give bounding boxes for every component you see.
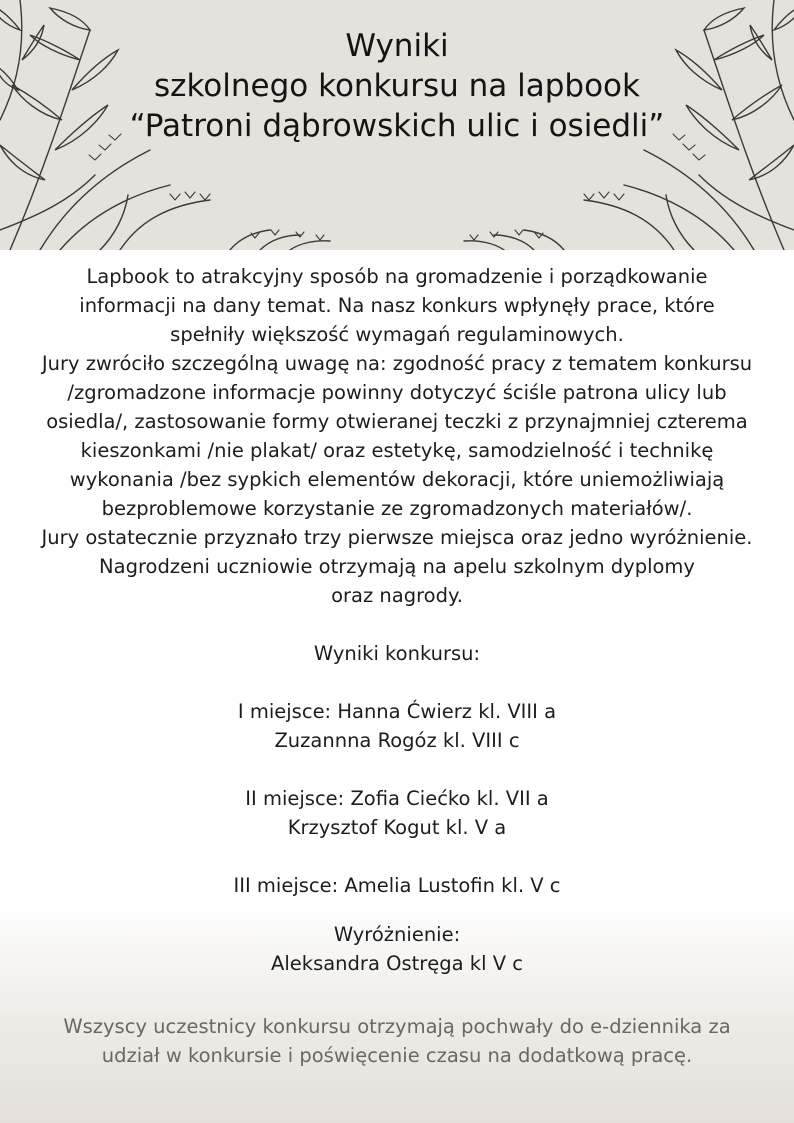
page-title <box>0 26 794 146</box>
intro-line: bezproblemowe korzystanie ze zgromadzonych materiałów/. <box>101 497 693 520</box>
intro-line: oraz nagrody. <box>331 584 463 607</box>
first-place-line-1: I miejsce: Hanna Ćwierz kl. VIII a <box>237 700 557 723</box>
second-place-line-1: II miejsce: Zofia Ciećko kl. VII a <box>245 787 549 810</box>
title-line-3: “Patroni dąbrowskich ulic i osiedli” <box>129 108 665 144</box>
intro-line: Lapbook to atrakcyjny sposób na gromadzenie i porządkowanie <box>86 265 708 288</box>
intro-line: Jury zwróciło szczególną uwagę na: zgodność pracy z tematem konkursu <box>41 352 753 375</box>
left-seed-sprigs-icon <box>89 134 324 240</box>
intro-line: spełniły większość wymagań regulaminowych. <box>170 323 624 346</box>
header-banner <box>0 0 794 250</box>
results-heading: Wyniki konkursu: <box>313 642 481 665</box>
distinction <box>30 920 764 978</box>
title-line-1: Wyniki <box>345 28 449 64</box>
first-place <box>30 697 764 755</box>
third-place-line-1: III miejsce: Amelia Lustofin kl. V c <box>233 874 561 897</box>
closing-note <box>30 1012 764 1070</box>
first-place-line-2: Zuzannna Rogóz kl. VIII c <box>274 729 520 752</box>
distinction-label: Wyróżnienie: <box>333 923 461 946</box>
document-body <box>30 262 764 978</box>
third-place <box>30 871 764 900</box>
closing-line-1: Wszyscy uczestnicy konkursu otrzymają pochwały do e-dziennika za <box>63 1015 731 1038</box>
distinction-winner: Aleksandra Ostręga kl V c <box>271 952 523 975</box>
right-seed-sprigs-icon <box>470 134 705 240</box>
closing-line-2: udział w konkursie i poświęcenie czasu na dodatkową pracę. <box>101 1044 693 1067</box>
intro-line: Nagrodzeni uczniowie otrzymają na apelu szkolnym dyplomy <box>99 555 695 578</box>
intro-line: osiedla/, zastosowanie formy otwieranej teczki z przynajmniej czterema <box>46 410 748 433</box>
intro-line: informacji na dany temat. Na nasz konkurs wpłynęły prace, które <box>79 294 715 317</box>
second-place-line-2: Krzysztof Kogut kl. V a <box>287 816 507 839</box>
second-place <box>30 784 764 842</box>
intro-line: kieszonkami /nie plakat/ oraz estetykę, samodzielność i technikę <box>80 439 714 462</box>
title-line-2: szkolnego konkursu na lapbook <box>154 68 640 104</box>
intro-line: Jury ostatecznie przyznało trzy pierwsze miejsca oraz jedno wyróżnienie. <box>41 526 753 549</box>
intro-line: /zgromadzone informacje powinny dotyczyć ściśle patrona ulicy lub <box>67 381 727 404</box>
intro-line: wykonania /bez sypkich elementów dekoracji, które uniemożliwiają <box>69 468 725 491</box>
intro-paragraph <box>30 262 764 610</box>
